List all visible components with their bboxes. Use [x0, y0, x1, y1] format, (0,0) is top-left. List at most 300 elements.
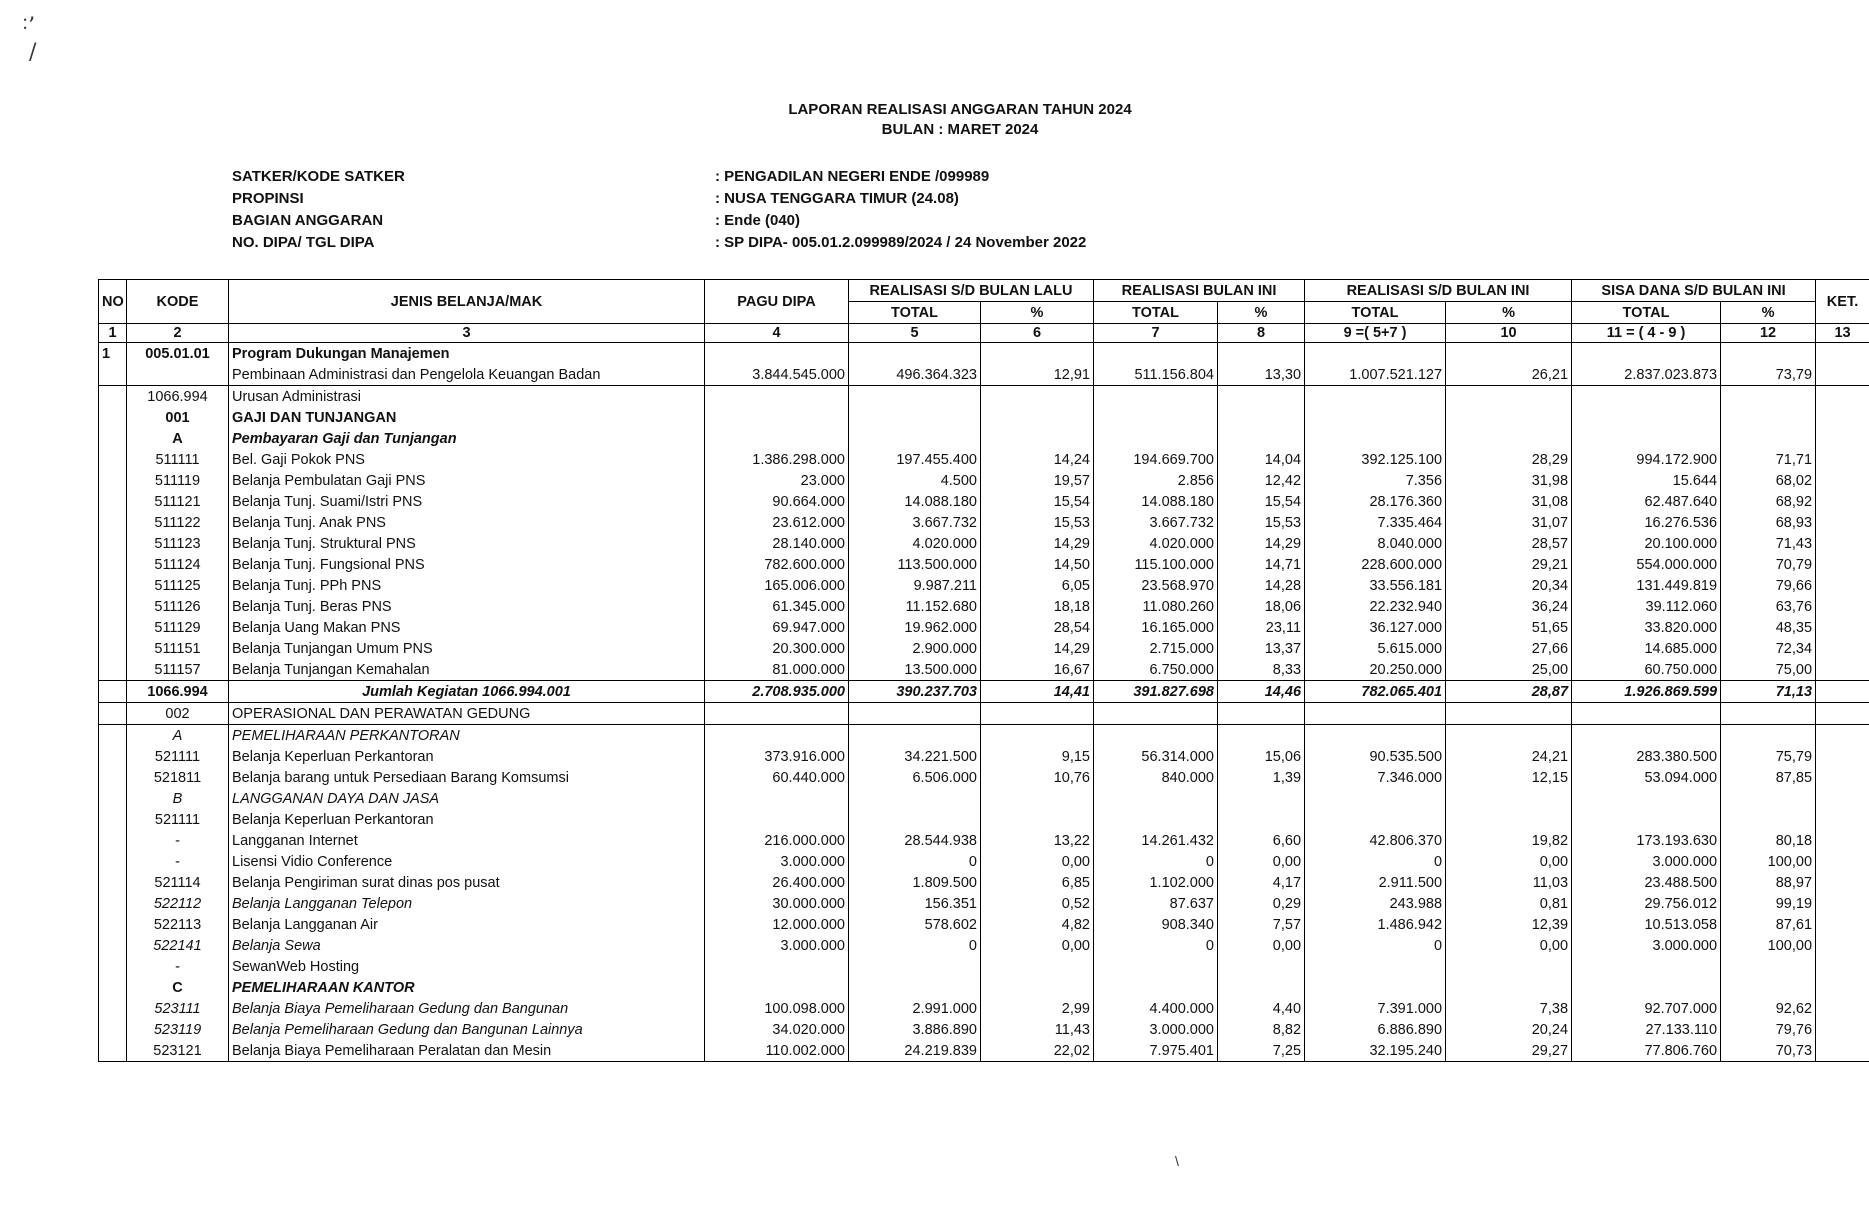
- kode-cell: 522141: [127, 935, 229, 956]
- meta-label: NO. DIPA/ TGL DIPA: [232, 234, 375, 251]
- sd-total-cell: [1305, 407, 1446, 428]
- no-cell: [99, 659, 127, 681]
- lalu-pct-cell: 22,02: [981, 1040, 1094, 1062]
- ini-total-cell: 840.000: [1094, 767, 1218, 788]
- sisa-total-cell: 33.820.000: [1572, 617, 1721, 638]
- table-row: [99, 386, 1869, 408]
- jenis-cell: LANGGANAN DAYA DAN JASA: [229, 788, 705, 809]
- sd-pct-cell: 31,98: [1446, 470, 1572, 491]
- table-row: [99, 343, 1869, 365]
- group-header-sd-bulan-ini: REALISASI S/D BULAN INI: [1305, 280, 1572, 302]
- sisa-total-cell: 994.172.900: [1572, 449, 1721, 470]
- sub-header-pct: %: [1218, 302, 1305, 324]
- lalu-pct-cell: 6,05: [981, 575, 1094, 596]
- sisa-pct-cell: 92,62: [1721, 998, 1816, 1019]
- ket-cell: [1816, 575, 1869, 596]
- kode-cell: 511151: [127, 638, 229, 659]
- ini-total-cell: [1094, 788, 1218, 809]
- ini-pct-cell: [1218, 428, 1305, 449]
- lalu-total-cell: 0: [849, 935, 981, 956]
- jenis-cell: Jumlah Kegiatan 1066.994.001: [229, 681, 705, 703]
- ini-pct-cell: [1218, 788, 1305, 809]
- no-cell: [99, 872, 127, 893]
- lalu-pct-cell: [981, 788, 1094, 809]
- kode-cell: 521111: [127, 746, 229, 767]
- table-row: [99, 681, 1869, 703]
- sd-total-cell: [1305, 788, 1446, 809]
- no-cell: [99, 533, 127, 554]
- no-cell: [99, 596, 127, 617]
- ket-cell: [1816, 470, 1869, 491]
- sd-pct-cell: [1446, 725, 1572, 747]
- kode-cell: 511157: [127, 659, 229, 681]
- lalu-pct-cell: [981, 343, 1094, 365]
- pagu-cell: 12.000.000: [705, 914, 849, 935]
- index-cell: 6: [981, 324, 1094, 343]
- pagu-cell: 1.386.298.000: [705, 449, 849, 470]
- no-cell: [99, 788, 127, 809]
- sisa-total-cell: 23.488.500: [1572, 872, 1721, 893]
- ket-cell: [1816, 407, 1869, 428]
- lalu-total-cell: 156.351: [849, 893, 981, 914]
- lalu-pct-cell: 9,15: [981, 746, 1094, 767]
- kode-cell: -: [127, 956, 229, 977]
- sd-total-cell: 7.356: [1305, 470, 1446, 491]
- sisa-total-cell: [1572, 725, 1721, 747]
- sd-pct-cell: 7,38: [1446, 998, 1572, 1019]
- sd-pct-cell: 26,21: [1446, 364, 1572, 386]
- ket-cell: [1816, 830, 1869, 851]
- jenis-cell: Belanja Tunj. PPh PNS: [229, 575, 705, 596]
- sisa-pct-cell: 79,76: [1721, 1019, 1816, 1040]
- group-header-sisa-dana: SISA DANA S/D BULAN INI: [1572, 280, 1816, 302]
- sd-total-cell: [1305, 956, 1446, 977]
- sisa-total-cell: [1572, 343, 1721, 365]
- sisa-pct-cell: 75,00: [1721, 659, 1816, 681]
- ket-cell: [1816, 998, 1869, 1019]
- ini-total-cell: 4.400.000: [1094, 998, 1218, 1019]
- lalu-total-cell: [849, 725, 981, 747]
- sd-pct-cell: [1446, 343, 1572, 365]
- lalu-total-cell: 4.020.000: [849, 533, 981, 554]
- sub-header-total: TOTAL: [1094, 302, 1218, 324]
- ket-cell: [1816, 364, 1869, 386]
- sub-header-pct: %: [1446, 302, 1572, 324]
- pagu-cell: 30.000.000: [705, 893, 849, 914]
- lalu-pct-cell: 12,91: [981, 364, 1094, 386]
- ini-pct-cell: 6,60: [1218, 830, 1305, 851]
- meta-row: [232, 166, 1086, 188]
- ini-total-cell: [1094, 809, 1218, 830]
- sisa-pct-cell: 87,61: [1721, 914, 1816, 935]
- kode-cell: C: [127, 977, 229, 998]
- sd-total-cell: 42.806.370: [1305, 830, 1446, 851]
- index-cell: 2: [127, 324, 229, 343]
- ini-total-cell: 14.261.432: [1094, 830, 1218, 851]
- sisa-total-cell: 3.000.000: [1572, 935, 1721, 956]
- jenis-cell: Belanja Tunjangan Kemahalan: [229, 659, 705, 681]
- col-pagu-header: PAGU DIPA: [705, 280, 849, 324]
- lalu-total-cell: 14.088.180: [849, 491, 981, 512]
- no-cell: [99, 998, 127, 1019]
- ini-total-cell: 511.156.804: [1094, 364, 1218, 386]
- report-meta: [232, 166, 1086, 254]
- ini-pct-cell: 13,37: [1218, 638, 1305, 659]
- lalu-total-cell: [849, 428, 981, 449]
- sd-total-cell: 7.335.464: [1305, 512, 1446, 533]
- no-cell: [99, 575, 127, 596]
- ini-total-cell: [1094, 343, 1218, 365]
- index-cell: 7: [1094, 324, 1218, 343]
- sisa-pct-cell: 88,97: [1721, 872, 1816, 893]
- lalu-total-cell: 13.500.000: [849, 659, 981, 681]
- lalu-total-cell: 2.991.000: [849, 998, 981, 1019]
- lalu-total-cell: 113.500.000: [849, 554, 981, 575]
- ini-pct-cell: 23,11: [1218, 617, 1305, 638]
- kode-cell: 1066.994: [127, 386, 229, 408]
- sd-total-cell: [1305, 809, 1446, 830]
- table-row: [99, 725, 1869, 747]
- sisa-total-cell: 53.094.000: [1572, 767, 1721, 788]
- no-cell: [99, 470, 127, 491]
- sd-total-cell: 7.346.000: [1305, 767, 1446, 788]
- no-cell: [99, 809, 127, 830]
- sisa-pct-cell: 63,76: [1721, 596, 1816, 617]
- ket-cell: [1816, 788, 1869, 809]
- ket-cell: [1816, 617, 1869, 638]
- jenis-cell: PEMELIHARAAN PERKANTORAN: [229, 725, 705, 747]
- sisa-total-cell: [1572, 788, 1721, 809]
- lalu-total-cell: [849, 956, 981, 977]
- kode-cell: A: [127, 725, 229, 747]
- meta-row: [232, 210, 1086, 232]
- ket-cell: [1816, 893, 1869, 914]
- ini-total-cell: [1094, 977, 1218, 998]
- lalu-pct-cell: [981, 809, 1094, 830]
- sisa-total-cell: [1572, 407, 1721, 428]
- lalu-total-cell: [849, 386, 981, 408]
- meta-label: SATKER/KODE SATKER: [232, 168, 405, 185]
- lalu-pct-cell: 14,29: [981, 533, 1094, 554]
- ini-total-cell: 87.637: [1094, 893, 1218, 914]
- ket-cell: [1816, 386, 1869, 408]
- lalu-total-cell: 4.500: [849, 470, 981, 491]
- sisa-total-cell: 20.100.000: [1572, 533, 1721, 554]
- sd-pct-cell: 25,00: [1446, 659, 1572, 681]
- jenis-cell: Belanja Tunj. Suami/Istri PNS: [229, 491, 705, 512]
- lalu-total-cell: 496.364.323: [849, 364, 981, 386]
- col-no-header: NO: [99, 280, 127, 324]
- ket-cell: [1816, 449, 1869, 470]
- jenis-cell: Pembayaran Gaji dan Tunjangan: [229, 428, 705, 449]
- lalu-pct-cell: [981, 703, 1094, 725]
- pagu-cell: [705, 386, 849, 408]
- sisa-pct-cell: 75,79: [1721, 746, 1816, 767]
- sd-total-cell: 90.535.500: [1305, 746, 1446, 767]
- ini-total-cell: 0: [1094, 935, 1218, 956]
- sisa-pct-cell: 71,13: [1721, 681, 1816, 703]
- index-cell: 13: [1816, 324, 1869, 343]
- ket-cell: [1816, 703, 1869, 725]
- ini-total-cell: 14.088.180: [1094, 491, 1218, 512]
- meta-label: BAGIAN ANGGARAN: [232, 212, 384, 229]
- sd-pct-cell: 0,00: [1446, 851, 1572, 872]
- lalu-pct-cell: 14,50: [981, 554, 1094, 575]
- table-row: [99, 575, 1869, 596]
- sisa-total-cell: 62.487.640: [1572, 491, 1721, 512]
- lalu-pct-cell: 4,82: [981, 914, 1094, 935]
- ini-total-cell: 2.856: [1094, 470, 1218, 491]
- lalu-total-cell: 197.455.400: [849, 449, 981, 470]
- sisa-pct-cell: 73,79: [1721, 364, 1816, 386]
- table-row: [99, 470, 1869, 491]
- ket-cell: [1816, 681, 1869, 703]
- ini-total-cell: 3.000.000: [1094, 1019, 1218, 1040]
- table-row: [99, 364, 1869, 386]
- ini-pct-cell: 14,04: [1218, 449, 1305, 470]
- sisa-total-cell: 16.276.536: [1572, 512, 1721, 533]
- pagu-cell: 61.345.000: [705, 596, 849, 617]
- sisa-pct-cell: 68,93: [1721, 512, 1816, 533]
- kode-cell: 005.01.01: [127, 343, 229, 365]
- ini-pct-cell: 4,40: [1218, 998, 1305, 1019]
- sisa-pct-cell: 71,43: [1721, 533, 1816, 554]
- ini-pct-cell: 7,57: [1218, 914, 1305, 935]
- pagu-cell: 216.000.000: [705, 830, 849, 851]
- kode-cell: 511122: [127, 512, 229, 533]
- sd-pct-cell: [1446, 386, 1572, 408]
- pagu-cell: 23.000: [705, 470, 849, 491]
- sisa-pct-cell: 71,71: [1721, 449, 1816, 470]
- sisa-total-cell: 39.112.060: [1572, 596, 1721, 617]
- pagu-cell: 23.612.000: [705, 512, 849, 533]
- lalu-pct-cell: [981, 977, 1094, 998]
- lalu-total-cell: [849, 977, 981, 998]
- kode-cell: 002: [127, 703, 229, 725]
- no-cell: [99, 830, 127, 851]
- report-title: [0, 100, 1869, 140]
- table-header: [99, 280, 1869, 343]
- sd-pct-cell: 31,07: [1446, 512, 1572, 533]
- sisa-total-cell: 29.756.012: [1572, 893, 1721, 914]
- sd-pct-cell: [1446, 977, 1572, 998]
- sd-total-cell: 0: [1305, 935, 1446, 956]
- ini-total-cell: 23.568.970: [1094, 575, 1218, 596]
- sisa-pct-cell: 72,34: [1721, 638, 1816, 659]
- jenis-cell: Belanja Sewa: [229, 935, 705, 956]
- pagu-cell: 100.098.000: [705, 998, 849, 1019]
- sisa-pct-cell: 70,73: [1721, 1040, 1816, 1062]
- sub-header-total: TOTAL: [1572, 302, 1721, 324]
- table-row: [99, 638, 1869, 659]
- jenis-cell: Belanja Pengiriman surat dinas pos pusat: [229, 872, 705, 893]
- sd-total-cell: 243.988: [1305, 893, 1446, 914]
- ini-total-cell: 1.102.000: [1094, 872, 1218, 893]
- sisa-pct-cell: 87,85: [1721, 767, 1816, 788]
- pagu-cell: 165.006.000: [705, 575, 849, 596]
- ini-total-cell: [1094, 407, 1218, 428]
- sisa-total-cell: [1572, 703, 1721, 725]
- sd-pct-cell: 36,24: [1446, 596, 1572, 617]
- kode-cell: A: [127, 428, 229, 449]
- ini-total-cell: 908.340: [1094, 914, 1218, 935]
- lalu-pct-cell: 6,85: [981, 872, 1094, 893]
- sisa-pct-cell: [1721, 703, 1816, 725]
- ket-cell: [1816, 343, 1869, 365]
- sisa-pct-cell: 68,92: [1721, 491, 1816, 512]
- kode-cell: 521114: [127, 872, 229, 893]
- no-cell: [99, 428, 127, 449]
- table-body: [99, 343, 1869, 1062]
- lalu-total-cell: 2.900.000: [849, 638, 981, 659]
- kode-cell: 511124: [127, 554, 229, 575]
- ket-cell: [1816, 1019, 1869, 1040]
- jenis-cell: Belanja Tunj. Fungsional PNS: [229, 554, 705, 575]
- table-row: [99, 914, 1869, 935]
- lalu-total-cell: 390.237.703: [849, 681, 981, 703]
- jenis-cell: Belanja Pembulatan Gaji PNS: [229, 470, 705, 491]
- jenis-cell: Program Dukungan Manajemen: [229, 343, 705, 365]
- no-cell: [99, 1019, 127, 1040]
- lalu-pct-cell: 14,24: [981, 449, 1094, 470]
- sub-header-total: TOTAL: [1305, 302, 1446, 324]
- kode-cell: 523119: [127, 1019, 229, 1040]
- table-row: [99, 809, 1869, 830]
- lalu-pct-cell: 15,53: [981, 512, 1094, 533]
- lalu-total-cell: [849, 788, 981, 809]
- kode-cell: 521111: [127, 809, 229, 830]
- group-header-bulan-lalu: REALISASI S/D BULAN LALU: [849, 280, 1094, 302]
- ket-cell: [1816, 746, 1869, 767]
- ini-pct-cell: 15,54: [1218, 491, 1305, 512]
- pagu-cell: 3.844.545.000: [705, 364, 849, 386]
- sisa-total-cell: [1572, 428, 1721, 449]
- no-cell: [99, 956, 127, 977]
- ini-total-cell: 391.827.698: [1094, 681, 1218, 703]
- kode-cell: 511125: [127, 575, 229, 596]
- meta-label: PROPINSI: [232, 190, 304, 207]
- meta-row: [232, 188, 1086, 210]
- pagu-cell: 81.000.000: [705, 659, 849, 681]
- index-cell: 11 = ( 4 - 9 ): [1572, 324, 1721, 343]
- lalu-pct-cell: 2,99: [981, 998, 1094, 1019]
- sisa-total-cell: 554.000.000: [1572, 554, 1721, 575]
- index-cell: 12: [1721, 324, 1816, 343]
- ini-pct-cell: 8,33: [1218, 659, 1305, 681]
- sd-pct-cell: [1446, 809, 1572, 830]
- kode-cell: -: [127, 830, 229, 851]
- sd-total-cell: [1305, 343, 1446, 365]
- ini-pct-cell: 4,17: [1218, 872, 1305, 893]
- ini-pct-cell: 15,53: [1218, 512, 1305, 533]
- lalu-pct-cell: 19,57: [981, 470, 1094, 491]
- table-row: [99, 491, 1869, 512]
- table-row: [99, 830, 1869, 851]
- meta-value: : PENGADILAN NEGERI ENDE /099989: [715, 168, 990, 185]
- lalu-pct-cell: 14,41: [981, 681, 1094, 703]
- table-row: [99, 617, 1869, 638]
- table-row: [99, 998, 1869, 1019]
- sisa-total-cell: 10.513.058: [1572, 914, 1721, 935]
- kode-cell: 511119: [127, 470, 229, 491]
- sd-pct-cell: 12,15: [1446, 767, 1572, 788]
- pagu-cell: 110.002.000: [705, 1040, 849, 1062]
- sd-pct-cell: [1446, 428, 1572, 449]
- jenis-cell: GAJI DAN TUNJANGAN: [229, 407, 705, 428]
- jenis-cell: PEMELIHARAAN KANTOR: [229, 977, 705, 998]
- sd-total-cell: [1305, 703, 1446, 725]
- sisa-pct-cell: 100,00: [1721, 935, 1816, 956]
- lalu-total-cell: 0: [849, 851, 981, 872]
- table-row: [99, 449, 1869, 470]
- ket-cell: [1816, 533, 1869, 554]
- no-cell: 1: [99, 343, 127, 365]
- sd-pct-cell: 31,08: [1446, 491, 1572, 512]
- kode-cell: -: [127, 851, 229, 872]
- lalu-pct-cell: 28,54: [981, 617, 1094, 638]
- kode-cell: B: [127, 788, 229, 809]
- no-cell: [99, 767, 127, 788]
- ini-total-cell: 194.669.700: [1094, 449, 1218, 470]
- table-row: [99, 1040, 1869, 1062]
- ini-total-cell: 115.100.000: [1094, 554, 1218, 575]
- index-cell: 8: [1218, 324, 1305, 343]
- no-cell: [99, 746, 127, 767]
- sisa-pct-cell: 70,79: [1721, 554, 1816, 575]
- ket-cell: [1816, 1040, 1869, 1062]
- pagu-cell: [705, 788, 849, 809]
- col-kode-header: KODE: [127, 280, 229, 324]
- sisa-total-cell: 14.685.000: [1572, 638, 1721, 659]
- sisa-total-cell: 92.707.000: [1572, 998, 1721, 1019]
- sd-pct-cell: 27,66: [1446, 638, 1572, 659]
- sisa-pct-cell: [1721, 809, 1816, 830]
- ket-cell: [1816, 659, 1869, 681]
- report-title-line2: BULAN : MARET 2024: [881, 121, 1039, 138]
- sisa-pct-cell: [1721, 407, 1816, 428]
- lalu-pct-cell: 16,67: [981, 659, 1094, 681]
- column-index-row: [99, 324, 1869, 343]
- sisa-pct-cell: 80,18: [1721, 830, 1816, 851]
- no-cell: [99, 554, 127, 575]
- group-header-bulan-ini: REALISASI BULAN INI: [1094, 280, 1305, 302]
- lalu-total-cell: 578.602: [849, 914, 981, 935]
- pagu-cell: 26.400.000: [705, 872, 849, 893]
- ini-pct-cell: 15,06: [1218, 746, 1305, 767]
- lalu-pct-cell: 0,00: [981, 935, 1094, 956]
- handwritten-mark: ˸’ /: [22, 14, 37, 65]
- ini-total-cell: 16.165.000: [1094, 617, 1218, 638]
- no-cell: [99, 1040, 127, 1062]
- jenis-cell: Belanja Tunj. Struktural PNS: [229, 533, 705, 554]
- sd-total-cell: 8.040.000: [1305, 533, 1446, 554]
- index-cell: 4: [705, 324, 849, 343]
- pagu-cell: 90.664.000: [705, 491, 849, 512]
- lalu-pct-cell: [981, 386, 1094, 408]
- sd-total-cell: 6.886.890: [1305, 1019, 1446, 1040]
- pagu-cell: [705, 428, 849, 449]
- sd-total-cell: 2.911.500: [1305, 872, 1446, 893]
- kode-cell: 511111: [127, 449, 229, 470]
- ini-pct-cell: 14,29: [1218, 533, 1305, 554]
- kode-cell: 523121: [127, 1040, 229, 1062]
- sub-header-total: TOTAL: [849, 302, 981, 324]
- lalu-total-cell: 3.886.890: [849, 1019, 981, 1040]
- sd-pct-cell: 24,21: [1446, 746, 1572, 767]
- ket-cell: [1816, 491, 1869, 512]
- ket-cell: [1816, 767, 1869, 788]
- ini-pct-cell: [1218, 956, 1305, 977]
